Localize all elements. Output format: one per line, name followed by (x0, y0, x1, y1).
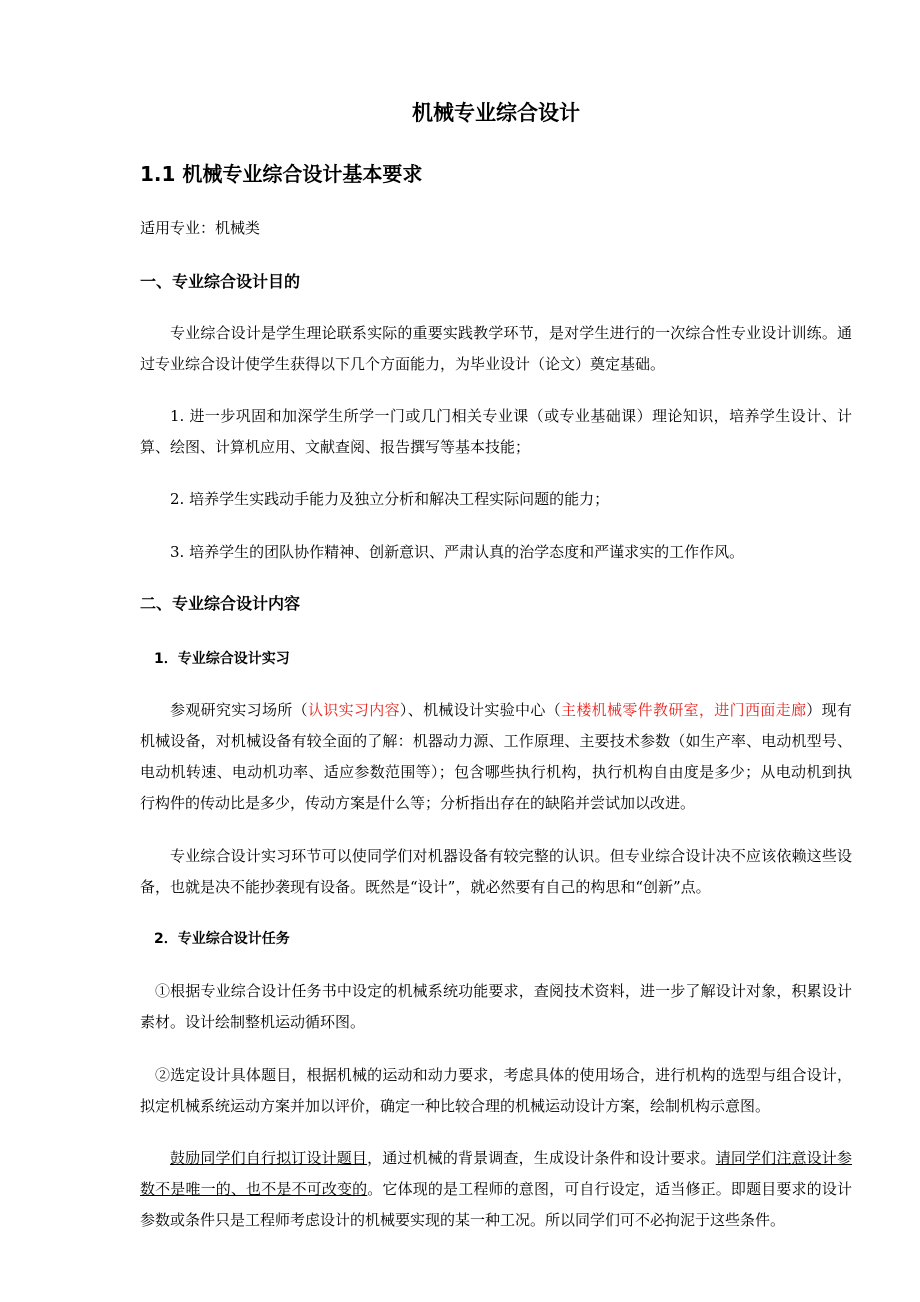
part1-item-1: 1. 进一步巩固和加深学生所学一门或几门相关专业课（或专业基础课）理论知识，培养学生设计、计算、绘图、计算机应用、文献查阅、报告撰写等基本技能； (140, 407, 852, 456)
sub2-item-1: ①根据专业综合设计任务书中设定的机械系统功能要求，查阅技术资料，进一步了解设计对象，积累设计素材。设计绘制整机运动循环图。 (140, 982, 852, 1031)
sub2-text-a: ，通过机械的背景调查，生成设计条件和设计要求。 (367, 1149, 716, 1167)
part1-item-3: 3. 培养学生的团队协作精神、创新意识、严肃认真的治学态度和严谨求实的工作作风。 (170, 543, 745, 561)
sub1-paragraph-2: 专业综合设计实习环节可以使同学们对机器设备有较完整的认识。但专业综合设计决不应该依赖这些设备，也就是决不能抄袭现有设备。既然是“设计”，就必然要有自己的构思和“创新”点。 (140, 847, 852, 896)
sub1-heading: 1．专业综合设计实习 (154, 651, 290, 667)
part1-heading: 一、专业综合设计目的 (140, 272, 301, 291)
sub2-paragraph (140, 1143, 852, 1236)
part2-heading: 二、专业综合设计内容 (140, 594, 301, 613)
sub2-underlined-2: 请同学们注意设计参数不是唯一的、也不是不可改变的 (140, 1149, 852, 1198)
sub1-paragraph-1 (140, 695, 852, 819)
part1-item-2: 2. 培养学生实践动手能力及独立分析和解决工程实际问题的能力； (170, 490, 610, 508)
sub1-p1-highlight-2: 主楼机械零件教研室，进门西面走廊 (561, 701, 807, 719)
applicable-major: 适用专业：机械类 (140, 219, 261, 237)
sub1-p1-text-b: ）、机械设计实验中心（ (399, 701, 562, 719)
section-title: 1.1 机械专业综合设计基本要求 (140, 162, 423, 186)
sub1-p1-highlight-1: 认识实习内容 (307, 701, 400, 719)
part1-intro: 专业综合设计是学生理论联系实际的重要实践教学环节，是对学生进行的一次综合性专业设计训练。通过专业综合设计使学生获得以下几个方面能力，为毕业设计（论文）奠定基础。 (140, 324, 852, 373)
sub2-underlined-1: 鼓励同学们自行拟订设计题目 (170, 1149, 368, 1167)
sub2-heading: 2．专业综合设计任务 (154, 931, 290, 947)
sub2-text-b: 。它体现的是工程师的意图，可自行设定，适当修正。即题目要求的设计参数或条件只是工程师考虑设计的机械要实现的某一种工况。所以同学们可不必拘泥于这些条件。 (140, 1180, 852, 1229)
sub1-p1-text-a: 参观研究实习场所（ (170, 701, 308, 719)
sub1-p1-text-c: ）现有机械设备，对机械设备有较全面的了解：机器动力源、工作原理、主要技术参数（如生产率、电动机型号、电动机转速、电动机功率、适应参数范围等）；包含哪些执行机构，执行机构自由度是多少；从电动机到执行构件的传动比是多少，传动方案是什么等；分析指出存在的缺陷并尝试加以改进。 (140, 701, 852, 812)
document-title: 机械专业综合设计 (412, 101, 580, 125)
sub2-item-2: ②选定设计具体题目，根据机械的运动和动力要求，考虑具体的使用场合，进行机构的选型与组合设计，拟定机械系统运动方案并加以评价，确定一种比较合理的机械运动设计方案，绘制机构示意图。 (140, 1066, 852, 1115)
